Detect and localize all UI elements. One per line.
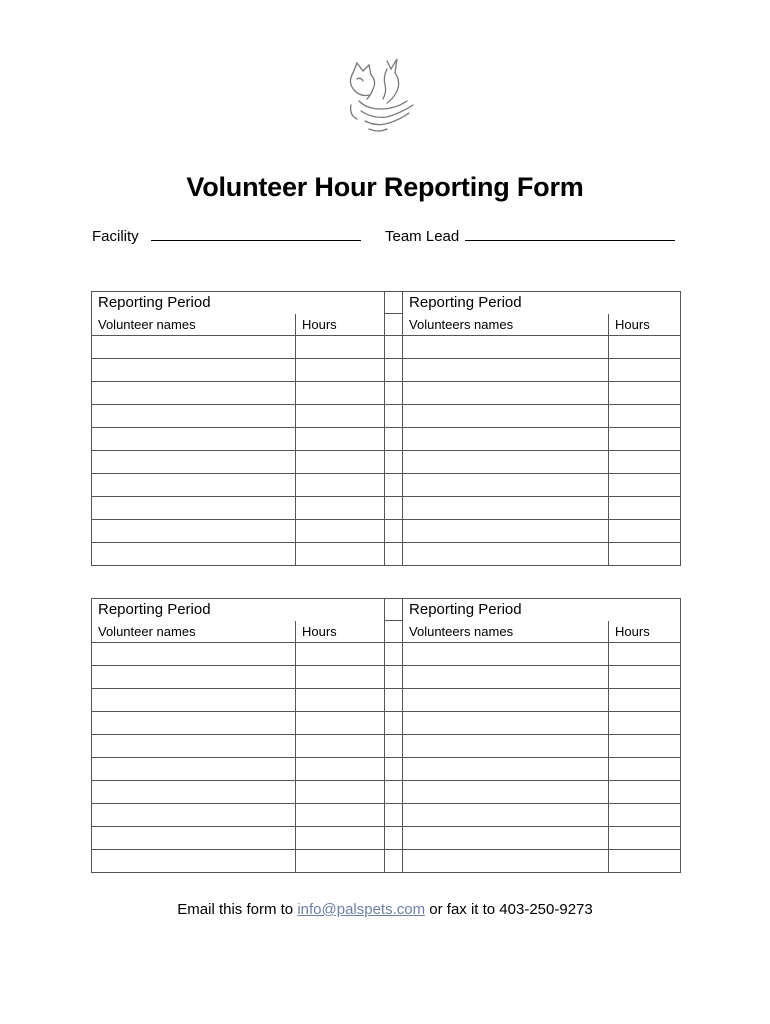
divider-cell (385, 643, 403, 666)
right-hours-cell[interactable] (609, 474, 681, 497)
divider-cell (385, 405, 403, 428)
left-period-label: Reporting Period (92, 292, 385, 314)
left-name-cell[interactable] (92, 827, 296, 850)
divider-cell (385, 712, 403, 735)
right-hours-header: Hours (609, 314, 681, 336)
right-hours-cell[interactable] (609, 735, 681, 758)
left-name-cell[interactable] (92, 643, 296, 666)
right-hours-cell[interactable] (609, 405, 681, 428)
right-hours-cell[interactable] (609, 497, 681, 520)
table-row (92, 428, 681, 451)
left-name-cell[interactable] (92, 405, 296, 428)
right-name-cell[interactable] (403, 689, 609, 712)
table-row (92, 451, 681, 474)
footer-prefix: Email this form to (177, 901, 298, 918)
right-name-cell[interactable] (403, 850, 609, 873)
left-hours-cell[interactable] (296, 850, 385, 873)
teamlead-input-line[interactable] (465, 226, 675, 241)
left-name-cell[interactable] (92, 497, 296, 520)
divider-cell (385, 689, 403, 712)
table-row (92, 689, 681, 712)
left-hours-cell[interactable] (296, 781, 385, 804)
right-name-cell[interactable] (403, 758, 609, 781)
teamlead-field[interactable] (385, 226, 675, 245)
left-hours-cell[interactable] (296, 428, 385, 451)
facility-field[interactable] (92, 226, 361, 245)
divider-cell (385, 735, 403, 758)
right-hours-cell[interactable] (609, 804, 681, 827)
right-name-cell[interactable] (403, 827, 609, 850)
right-name-cell[interactable] (403, 543, 609, 566)
form-title: Volunteer Hour Reporting Form (186, 172, 584, 202)
table-row (92, 359, 681, 382)
email-link[interactable]: info@palspets.com (297, 901, 426, 918)
divider-cell (385, 621, 403, 643)
right-hours-cell[interactable] (609, 336, 681, 359)
left-names-header: Volunteer names (92, 314, 296, 336)
teamlead-label: Team Lead (385, 228, 460, 245)
table-row (92, 781, 681, 804)
table-row (92, 382, 681, 405)
table-row (92, 543, 681, 566)
table-row (92, 474, 681, 497)
left-hours-cell[interactable] (296, 405, 385, 428)
footer-suffix: or fax it to 403-250-9273 (425, 901, 593, 918)
table-row (92, 405, 681, 428)
right-hours-cell[interactable] (609, 850, 681, 873)
right-name-cell[interactable] (403, 405, 609, 428)
right-hours-cell[interactable] (609, 689, 681, 712)
right-names-header: Volunteers names (403, 621, 609, 643)
right-hours-cell[interactable] (609, 543, 681, 566)
right-name-cell[interactable] (403, 336, 609, 359)
left-hours-cell[interactable] (296, 827, 385, 850)
right-hours-cell[interactable] (609, 712, 681, 735)
left-hours-cell[interactable] (296, 382, 385, 405)
right-name-cell[interactable] (403, 382, 609, 405)
divider-cell (385, 336, 403, 359)
divider-cell (385, 758, 403, 781)
table-2-rows (92, 643, 681, 873)
right-name-cell[interactable] (403, 735, 609, 758)
left-name-cell[interactable] (92, 382, 296, 405)
left-hours-cell[interactable] (296, 735, 385, 758)
table-1-rows (92, 336, 681, 566)
right-name-cell[interactable] (403, 451, 609, 474)
right-name-cell[interactable] (403, 520, 609, 543)
right-hours-cell[interactable] (609, 827, 681, 850)
left-hours-cell[interactable] (296, 451, 385, 474)
right-hours-cell[interactable] (609, 758, 681, 781)
left-name-cell[interactable] (92, 712, 296, 735)
right-hours-cell[interactable] (609, 359, 681, 382)
table-row (92, 666, 681, 689)
right-hours-cell[interactable] (609, 520, 681, 543)
right-hours-cell[interactable] (609, 666, 681, 689)
left-hours-cell[interactable] (296, 497, 385, 520)
divider-cell (385, 781, 403, 804)
left-name-cell[interactable] (92, 520, 296, 543)
divider-cell (385, 292, 403, 314)
divider-cell (385, 827, 403, 850)
right-name-cell[interactable] (403, 804, 609, 827)
right-name-cell[interactable] (403, 359, 609, 382)
reporting-table-2 (91, 598, 681, 873)
left-hours-header: Hours (296, 621, 385, 643)
divider-cell (385, 428, 403, 451)
table-row (92, 804, 681, 827)
left-name-cell[interactable] (92, 451, 296, 474)
left-name-cell[interactable] (92, 359, 296, 382)
table-row (92, 712, 681, 735)
left-hours-cell[interactable] (296, 666, 385, 689)
right-hours-header: Hours (609, 621, 681, 643)
divider-cell (385, 451, 403, 474)
pals-logo-icon (343, 55, 423, 145)
divider-cell (385, 474, 403, 497)
right-period-label: Reporting Period (403, 599, 681, 621)
left-hours-cell[interactable] (296, 520, 385, 543)
table-row (92, 758, 681, 781)
left-name-cell[interactable] (92, 735, 296, 758)
left-hours-cell[interactable] (296, 804, 385, 827)
facility-input-line[interactable] (151, 226, 361, 241)
right-hours-cell[interactable] (609, 451, 681, 474)
divider-cell (385, 382, 403, 405)
left-name-cell[interactable] (92, 850, 296, 873)
right-name-cell[interactable] (403, 781, 609, 804)
right-hours-cell[interactable] (609, 382, 681, 405)
right-name-cell[interactable] (403, 666, 609, 689)
table-row (92, 643, 681, 666)
left-hours-header: Hours (296, 314, 385, 336)
divider-cell (385, 850, 403, 873)
divider-cell (385, 543, 403, 566)
table-row (92, 520, 681, 543)
table-row (92, 336, 681, 359)
left-name-cell[interactable] (92, 474, 296, 497)
left-hours-cell[interactable] (296, 359, 385, 382)
left-name-cell[interactable] (92, 804, 296, 827)
right-period-label: Reporting Period (403, 292, 681, 314)
facility-label: Facility (92, 228, 139, 245)
table-row (92, 827, 681, 850)
left-hours-cell[interactable] (296, 712, 385, 735)
left-name-cell[interactable] (92, 689, 296, 712)
left-name-cell[interactable] (92, 781, 296, 804)
left-name-cell[interactable] (92, 666, 296, 689)
left-name-cell[interactable] (92, 758, 296, 781)
right-name-cell[interactable] (403, 428, 609, 451)
left-names-header: Volunteer names (92, 621, 296, 643)
left-name-cell[interactable] (92, 543, 296, 566)
left-name-cell[interactable] (92, 336, 296, 359)
divider-cell (385, 359, 403, 382)
table-row (92, 497, 681, 520)
divider-cell (385, 666, 403, 689)
divider-cell (385, 599, 403, 621)
left-hours-cell[interactable] (296, 689, 385, 712)
right-name-cell[interactable] (403, 643, 609, 666)
right-name-cell[interactable] (403, 497, 609, 520)
left-hours-cell[interactable] (296, 758, 385, 781)
divider-cell (385, 497, 403, 520)
right-name-cell[interactable] (403, 712, 609, 735)
footer-note (0, 901, 770, 918)
divider-cell (385, 804, 403, 827)
left-hours-cell[interactable] (296, 543, 385, 566)
right-name-cell[interactable] (403, 474, 609, 497)
right-hours-cell[interactable] (609, 643, 681, 666)
left-name-cell[interactable] (92, 428, 296, 451)
reporting-table-1 (91, 291, 681, 566)
left-hours-cell[interactable] (296, 474, 385, 497)
table-row (92, 735, 681, 758)
divider-cell (385, 520, 403, 543)
right-hours-cell[interactable] (609, 781, 681, 804)
right-names-header: Volunteers names (403, 314, 609, 336)
left-hours-cell[interactable] (296, 643, 385, 666)
left-period-label: Reporting Period (92, 599, 385, 621)
right-hours-cell[interactable] (609, 428, 681, 451)
left-hours-cell[interactable] (296, 336, 385, 359)
divider-cell (385, 314, 403, 336)
table-row (92, 850, 681, 873)
